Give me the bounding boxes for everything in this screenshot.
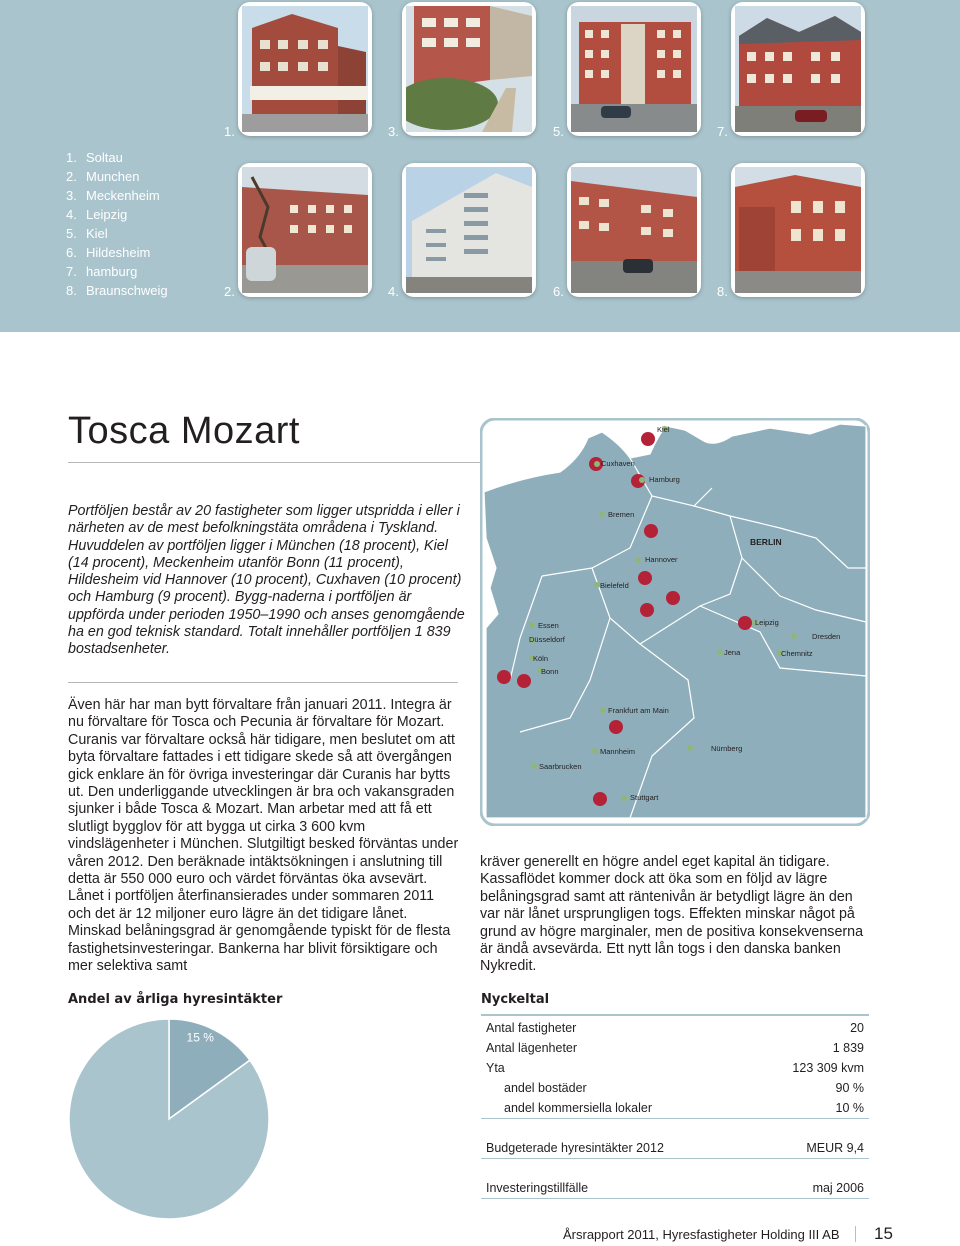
marker-frankfurt xyxy=(609,720,623,734)
pie-slice-label: 15 % xyxy=(186,1030,214,1045)
germany-map xyxy=(480,418,870,826)
marker-munchen xyxy=(593,792,607,806)
marker-braunschweig xyxy=(640,603,654,617)
legend-item: 5. Kiel xyxy=(66,226,108,241)
building-photo-7 xyxy=(731,2,865,136)
city-label-koln: Köln xyxy=(533,654,549,663)
pie-chart-title: Andel av årliga hyresintäkter xyxy=(68,992,283,1007)
city-label-saarbrucken: Saarbrucken xyxy=(539,762,582,771)
legend-item: 2. Munchen xyxy=(66,169,140,184)
city-label-bonn: Bonn xyxy=(541,667,559,676)
city-label-hamburg: Hamburg xyxy=(649,475,680,484)
page-number: 15 xyxy=(874,1224,893,1243)
city-label-bielefeld: Bielefeld xyxy=(600,581,629,590)
city-label-hannover: Hannover xyxy=(645,555,678,564)
building-photo-4 xyxy=(402,163,536,297)
footer-divider xyxy=(855,1226,856,1242)
keyfigures-rule xyxy=(481,1014,869,1016)
photo-label-7: 7. xyxy=(717,124,728,139)
marker-leipzig xyxy=(738,616,752,630)
page-title: Tosca Mozart xyxy=(68,410,300,452)
photo-label-4: 4. xyxy=(388,284,399,299)
intro-rule xyxy=(68,682,458,683)
marker-hildesheim-2 xyxy=(638,571,652,585)
city-label-nurnberg: Nürnberg xyxy=(711,744,743,753)
title-rule xyxy=(68,462,480,463)
marker-meckenheim-1 xyxy=(497,670,511,684)
city-label-berlin: BERLIN xyxy=(750,537,782,547)
photo-label-8: 8. xyxy=(717,284,728,299)
pie-chart xyxy=(66,1016,272,1222)
city-label-essen: Essen xyxy=(538,621,559,630)
marker-hildesheim-1 xyxy=(644,524,658,538)
photo-label-1: 1. xyxy=(224,124,235,139)
legend-item: 7. hamburg xyxy=(66,264,138,279)
keyfigure-row: andel bostäder 90 % xyxy=(504,1081,864,1095)
city-label-stuttgart: Stuttgart xyxy=(630,793,659,802)
photo-label-2: 2. xyxy=(224,284,235,299)
city-label-kiel: Kiel xyxy=(657,425,670,434)
keyfigure-budget-row: Budgeterade hyresintäkter 2012 MEUR 9,4 xyxy=(481,1138,869,1159)
marker-kiel xyxy=(641,432,655,446)
photo-label-5: 5. xyxy=(553,124,564,139)
keyfigures-title: Nyckeltal xyxy=(481,992,550,1007)
photo-label-6: 6. xyxy=(553,284,564,299)
city-label-frankfurt: Frankfurt am Main xyxy=(608,706,669,715)
footer-text: Årsrapport 2011, Hyresfastigheter Holding III AB xyxy=(563,1227,840,1242)
city-label-dresden: Dresden xyxy=(812,632,841,641)
building-photo-8 xyxy=(731,163,865,297)
building-photo-6 xyxy=(567,163,701,297)
legend-item: 4. Leipzig xyxy=(66,207,128,222)
city-label-chemnitz: Chemnitz xyxy=(781,649,813,658)
body-text-left: Även här har man bytt förvaltare från januari 2011. Integra är nu förvaltare för Tosca och Pecunia är förvaltare för Mozart. Curanis var förvaltare också här tidigare, men beslutet om att byta förvaltare fattades i ett tidigare skede så att övergången gick enklare än för övriga investeringar där Curanis har bytts ut. Den underliggande utvecklingen är bra och vakansgraden sjunker i både Tosca & Mozart. Man arbetar med att få ett slutligt bygglov för att bygga ut cirka 3 600 kvm vindslägenheter i München. Slutgiltigt besked förväntas under våren 2012. Den beräknade intäktsökningen i anslutning till detta är 550 000 euro och värdet förväntas öka avsevärt. Lånet i portföljen återfinansierades under sommaren 2011 och det är 12 miljoner euro lägre än det tidigare lånet. Minskad belåningsgrad är genomgående typiskt för de flesta fastighetsinvesteringar. Bankerna har blivit försiktigare och mer selektiva samt xyxy=(68,697,459,975)
city-label-bremen: Bremen xyxy=(608,510,635,519)
intro-paragraph: Portföljen består av 20 fastigheter som ligger utspridda i eller i närheten av de mest befolkningstäta områdena i Tyskland. Huvuddelen av portföljen ligger i München (18 procent), Kiel (14 procent), Meckenheim utanför Bonn (11 procent), Hildesheim vid Hannover (10 procent), Cuxhaven (10 procent) och Hamburg (9 procent). Bygg-naderna i portföljen är uppförda under perioden 1950–1990 och anses genomgående ha en god teknisk standard. Totalt innehåller portföljen 1 839 bostadsenheter. xyxy=(68,503,465,658)
city-label-leipzig: Leipzig xyxy=(755,618,779,627)
keyfigure-row: Yta 123 309 kvm xyxy=(486,1061,864,1075)
city-label-dusseldorf: Düsseldorf xyxy=(529,635,565,644)
city-label-jena: Jena xyxy=(724,648,741,657)
keyfigure-row: Antal lägenheter 1 839 xyxy=(486,1041,864,1055)
body-text-right: kräver generellt en högre andel eget kapital än tidigare. Kassaflödet kommer dock att öka som en följd av lägre belåningsgrad samt att räntenivån är betydligt lägre än den var när lånet ursprungligen togs. Effekten minskar något på grund av högre marginaler, men de positiva konsekvenserna är ändå avsevärda. Ett nytt lån togs i den danska banken Nykredit. xyxy=(480,854,864,975)
legend-item: 8. Braunschweig xyxy=(66,283,168,298)
city-label-cuxhaven: Cuxhaven xyxy=(601,459,635,468)
marker-meckenheim-2 xyxy=(517,674,531,688)
building-photo-5 xyxy=(567,2,701,136)
keyfigure-invest-row: Investeringstillfälle maj 2006 xyxy=(481,1178,869,1199)
location-legend xyxy=(66,148,168,300)
keyfigure-row: andel kommersiella lokaler 10 % xyxy=(481,1098,869,1119)
legend-item: 6. Hildesheim xyxy=(66,245,151,260)
legend-item: 3. Meckenheim xyxy=(66,188,160,203)
marker-soltau xyxy=(666,591,680,605)
building-photo-2 xyxy=(238,163,372,297)
photo-label-3: 3. xyxy=(388,124,399,139)
keyfigure-row: Antal fastigheter 20 xyxy=(486,1021,864,1035)
city-label-mannheim: Mannheim xyxy=(600,747,636,756)
legend-item: 1. Soltau xyxy=(66,150,123,165)
building-photo-1 xyxy=(238,2,372,136)
building-photo-3 xyxy=(402,2,536,136)
